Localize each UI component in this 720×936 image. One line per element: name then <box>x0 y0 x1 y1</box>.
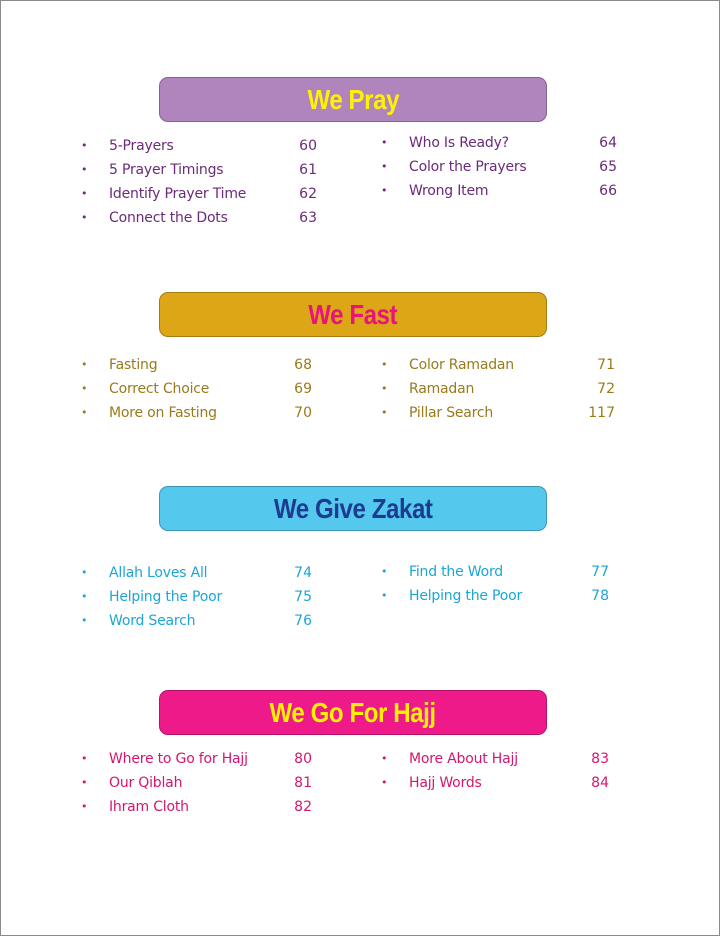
list-item[interactable] <box>79 587 319 607</box>
bullet-icon: • <box>381 406 388 419</box>
bullet-icon: • <box>381 752 388 765</box>
entry-label: Allah Loves All <box>109 565 208 581</box>
entry-label: Wrong Item <box>409 183 489 199</box>
entry-page-number: 82 <box>294 799 312 815</box>
list-item[interactable] <box>79 379 319 399</box>
section-title: We Fast <box>308 298 398 330</box>
list-item[interactable] <box>379 157 619 177</box>
entry-label: More About Hajj <box>409 751 518 767</box>
entry-label: Find the Word <box>409 564 503 580</box>
entry-label: 5 Prayer Timings <box>109 162 224 178</box>
list-item[interactable] <box>379 773 619 793</box>
section-banner <box>159 292 547 337</box>
entry-page-number: 117 <box>588 405 615 421</box>
list-item[interactable] <box>79 773 319 793</box>
section-title: We Pray <box>307 83 399 115</box>
list-item[interactable] <box>79 355 319 375</box>
bullet-icon: • <box>81 590 88 603</box>
bullet-icon: • <box>381 565 388 578</box>
entry-label: Ramadan <box>409 381 475 397</box>
bullet-icon: • <box>81 566 88 579</box>
bullet-icon: • <box>381 589 388 602</box>
list-item[interactable] <box>79 160 319 180</box>
bullet-icon: • <box>81 211 88 224</box>
entry-page-number: 65 <box>599 159 617 175</box>
entry-label: Where to Go for Hajj <box>109 751 248 767</box>
entry-page-number: 80 <box>294 751 312 767</box>
list-item[interactable] <box>379 749 619 769</box>
bullet-icon: • <box>381 160 388 173</box>
entry-page-number: 69 <box>294 381 312 397</box>
entry-label: Helping the Poor <box>409 588 523 604</box>
bullet-icon: • <box>81 163 88 176</box>
entry-label: 5-Prayers <box>109 138 174 154</box>
list-item[interactable] <box>379 379 619 399</box>
section-banner <box>159 690 547 735</box>
entry-page-number: 60 <box>299 138 317 154</box>
list-item[interactable] <box>79 184 319 204</box>
list-item[interactable] <box>379 586 619 606</box>
entry-label: Pillar Search <box>409 405 494 421</box>
section-title: We Give Zakat <box>273 492 433 524</box>
entry-page-number: 75 <box>294 589 312 605</box>
entry-page-number: 70 <box>294 405 312 421</box>
list-item[interactable] <box>79 136 319 156</box>
entry-label: Color the Prayers <box>409 159 527 175</box>
bullet-icon: • <box>81 358 88 371</box>
entry-page-number: 76 <box>294 613 312 629</box>
bullet-icon: • <box>81 406 88 419</box>
list-item[interactable] <box>379 562 619 582</box>
bullet-icon: • <box>381 184 388 197</box>
entry-page-number: 66 <box>599 183 617 199</box>
list-item[interactable] <box>79 749 319 769</box>
entry-label: Our Qiblah <box>109 775 183 791</box>
entry-label: Correct Choice <box>109 381 210 397</box>
list-item[interactable] <box>79 403 319 423</box>
entry-label: Word Search <box>109 613 196 629</box>
entry-page-number: 81 <box>294 775 312 791</box>
bullet-icon: • <box>81 614 88 627</box>
bullet-icon: • <box>381 776 388 789</box>
entry-page-number: 74 <box>294 565 312 581</box>
entry-label: Hajj Words <box>409 775 482 791</box>
entry-page-number: 72 <box>597 381 615 397</box>
entry-label: Ihram Cloth <box>109 799 189 815</box>
entry-page-number: 62 <box>299 186 317 202</box>
bullet-icon: • <box>381 358 388 371</box>
list-item[interactable] <box>79 797 319 817</box>
bullet-icon: • <box>81 752 88 765</box>
entry-page-number: 84 <box>591 775 609 791</box>
entry-page-number: 77 <box>591 564 609 580</box>
list-item[interactable] <box>379 355 619 375</box>
list-item[interactable] <box>79 208 319 228</box>
entry-label: Fasting <box>109 357 158 373</box>
section-banner <box>159 77 547 122</box>
bullet-icon: • <box>81 139 88 152</box>
entry-label: Identify Prayer Time <box>109 186 247 202</box>
list-item[interactable] <box>379 403 619 423</box>
entry-label: Connect the Dots <box>109 210 228 226</box>
entry-label: Helping the Poor <box>109 589 223 605</box>
entry-page-number: 61 <box>299 162 317 178</box>
entry-page-number: 68 <box>294 357 312 373</box>
section-banner <box>159 486 547 531</box>
list-item[interactable] <box>79 611 319 631</box>
section-title: We Go For Hajj <box>269 696 437 728</box>
bullet-icon: • <box>81 187 88 200</box>
entry-label: More on Fasting <box>109 405 217 421</box>
list-item[interactable] <box>379 133 619 153</box>
entry-label: Who Is Ready? <box>409 135 509 151</box>
entry-page-number: 64 <box>599 135 617 151</box>
bullet-icon: • <box>81 382 88 395</box>
entry-page-number: 78 <box>591 588 609 604</box>
list-item[interactable] <box>79 563 319 583</box>
entry-page-number: 63 <box>299 210 317 226</box>
bullet-icon: • <box>381 382 388 395</box>
bullet-icon: • <box>81 776 88 789</box>
entry-page-number: 71 <box>597 357 615 373</box>
list-item[interactable] <box>379 181 619 201</box>
entry-label: Color Ramadan <box>409 357 514 373</box>
bullet-icon: • <box>81 800 88 813</box>
entry-page-number: 83 <box>591 751 609 767</box>
bullet-icon: • <box>381 136 388 149</box>
